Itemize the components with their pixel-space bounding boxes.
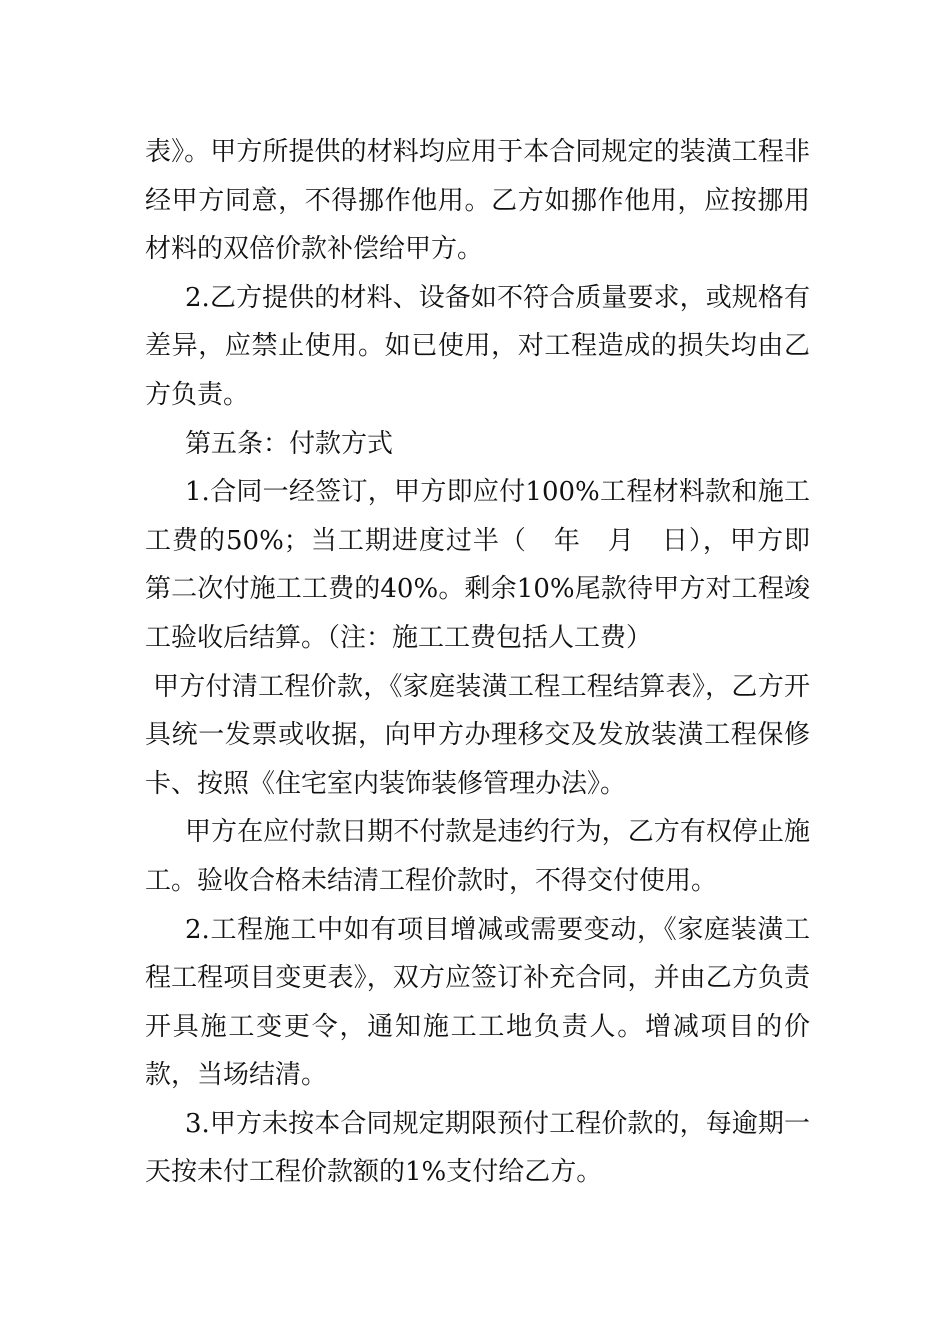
- date-year-label: 年: [552, 525, 581, 556]
- paragraph-payment-schedule: [145, 468, 810, 662]
- paragraph-final-settlement: 甲方付清工程价款，《家庭装潢工程工程结算表》，乙方开具统一发票或收据，向甲方办理移交及发放装潢工程保修卡、按照《住宅室内装饰装修管理办法》。: [145, 671, 810, 799]
- section-heading-payment: 第五条：付款方式: [185, 428, 394, 459]
- document-body: [145, 128, 810, 1197]
- paragraph-material-quality: 2.乙方提供的材料、设备如不符合质量要求，或规格有差异，应禁止使用。如已使用，对工程造成的损失均由乙方负责。: [145, 282, 810, 410]
- paragraph-material-use: 表》。甲方所提供的材料均应用于本合同规定的装潢工程非经甲方同意，不得挪作他用。乙方如挪作他用，应按挪用材料的双倍价款补偿给甲方。: [145, 137, 810, 265]
- payment-schedule-text-end: ），甲方即第二次付施工工费的40%。剩余10%尾款待甲方对工程竣工验收后结算。（注：施工工费包括人工费）: [145, 525, 810, 653]
- date-day-label: 日: [660, 525, 689, 556]
- paragraph-late-payment-penalty: 3.甲方未按本合同规定期限预付工程价款的，每逾期一天按未付工程价款额的1%支付给乙方。: [145, 1108, 810, 1188]
- payment-schedule-text-start: 1.合同一经签订，甲方即应付100%工程材料款和施工工费的50%；当工期进度过半（: [145, 477, 810, 556]
- paragraph-project-changes: 2.工程施工中如有项目增减或需要变动，《家庭装潢工程工程项目变更表》，双方应签订补充合同，并由乙方负责开具施工变更令，通知施工工地负责人。增减项目的价款，当场结清。: [145, 914, 810, 1091]
- paragraph-payment-default: 甲方在应付款日期不付款是违约行为，乙方有权停止施工。验收合格未结清工程价款时，不得交付使用。: [145, 817, 810, 896]
- date-month-label: 月: [606, 525, 635, 556]
